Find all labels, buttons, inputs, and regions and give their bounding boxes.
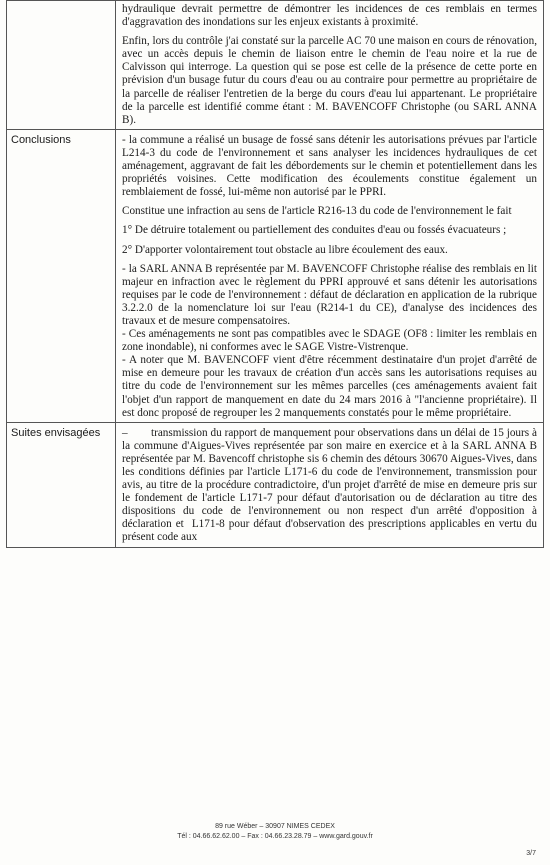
suites-cell xyxy=(116,422,544,547)
conclusions-label: Conclusions xyxy=(7,129,116,422)
continuation-paragraph-1: hydraulique devrait permettre de démontrer les incidences de ces remblais en termes d'aggravation des inondations sur les enjeux existants à proximité. xyxy=(122,3,537,29)
suites-label: Suites envisagées xyxy=(7,422,116,547)
table-row-suites xyxy=(7,422,544,547)
conclusions-paragraph-4: 2° D'apporter volontairement tout obstacle au libre écoulement des eaux. xyxy=(122,243,448,256)
conclusions-paragraph-7: - A noter que M. BAVENCOFF vient d'être récemment destinataire d'un projet d'arrêté de mise en demeure pour les travaux de création d'un accès sans les autorisations requises au titre du code de l'environnement sur les mêmes parcelles (ces aménagements avaient fait l'objet d'un rapport de manquement en date du 24 mars 2016 à "l'ancienne propriétaire). Il est donc proposé de regrouper les 2 manquements constatés pour le même propriétaire. xyxy=(122,354,537,419)
page-footer xyxy=(0,822,550,842)
conclusions-paragraph-5: - la SARL ANNA B représentée par M. BAVENCOFF Christophe réalise des remblais en lit majeur en infraction avec le règlement du PPRI approuvé et sans détenir les autorisations requises par le code de l'environnement : défaut de déclaration en application de la rubrique 3.2.2.0 de la nomenclature loi sur l'eau (R214-1 du CE), d'analyse des incidences des travaux et de mesure compensatoires. xyxy=(122,262,537,327)
report-table xyxy=(6,0,544,548)
conclusions-paragraph-2: Constitue une infraction au sens de l'article R216-13 du code de l'environnement le fait xyxy=(122,205,512,218)
table-row-conclusions xyxy=(7,129,544,422)
conclusions-paragraph-6: - Ces aménagements ne sont pas compatibles avec le SDAGE (OF8 : limiter les remblais en zone inondable), ni conformes avec le SAGE Vistre-Vistrenque. xyxy=(122,328,537,354)
conclusions-paragraph-1: - la commune a réalisé un busage de fossé sans détenir les autorisations prévues par l'article L214-3 du code de l'environnement et sans analyser les incidences hydrauliques de cet aménagement, aggravant de fait les débordements sur le chemin et potentiellement dans les propriétés voisines. Cette modification des écoulements constitue également un remblaiement de fossé, lui-même non autorisé par le PPRI. xyxy=(122,133,537,199)
footer-address: 89 rue Wéber – 30907 NIMES CEDEX xyxy=(215,823,335,830)
conclusions-paragraph-3: 1° De détruire totalement ou partiellement des conduites d'eau ou fossés évacuateurs ; xyxy=(122,224,507,237)
page-number: 3/7 xyxy=(526,850,536,857)
empty-label-cell xyxy=(7,1,116,130)
footer-contact: Tél : 04.66.62.62.00 – Fax : 04.66.23.28.79 – www.gard.gouv.fr xyxy=(177,833,373,840)
suites-paragraph-1: – transmission du rapport de manquement pour observations dans un délai de 15 jours à la commune d'Aigues-Vives représentée par son maire en exercice et à la SARL ANNA B représentée par M. Bavencoff christophe sis 6 chemin des détours 30670 Aigues-Vives, dans les conditions définies par l'article L171-6 du code de l'environnement, transmission pour avis, au titre de la procédure contradictoire, d'un projet d'arrêté de mise en demeure pris sur le fondement de l'article L171-7 pour défaut d'autorisation ou de déclaration au titre des dispositions du code de l'environnement ou non respect d'un arrêté d'opposition à déclaration et L171-8 pour défaut d'observation des prescriptions applicables en vertu du présent code aux xyxy=(122,426,540,544)
table-row-continuation xyxy=(7,1,544,130)
continuation-paragraph-2: Enfin, lors du contrôle j'ai constaté sur la parcelle AC 70 une maison en cours de rénovation, avec un accès depuis le chemin de liaison entre le chemin de l'eau noire et la rue de Calvisson qui interroge. La question qui se pose est celle de la présence de cette porte en prévision d'un busage futur du cours d'eau ou au contraire pour permettre au propriétaire de la parcelle de réaliser l'entretien de la berge du cours d'eau lui appartenant. Le propriétaire de la parcelle est identifié comme étant : M. BAVENCOFF Christophe (ou SARL ANNA B). xyxy=(122,35,537,126)
continuation-cell xyxy=(116,1,544,130)
conclusions-cell xyxy=(116,129,544,422)
